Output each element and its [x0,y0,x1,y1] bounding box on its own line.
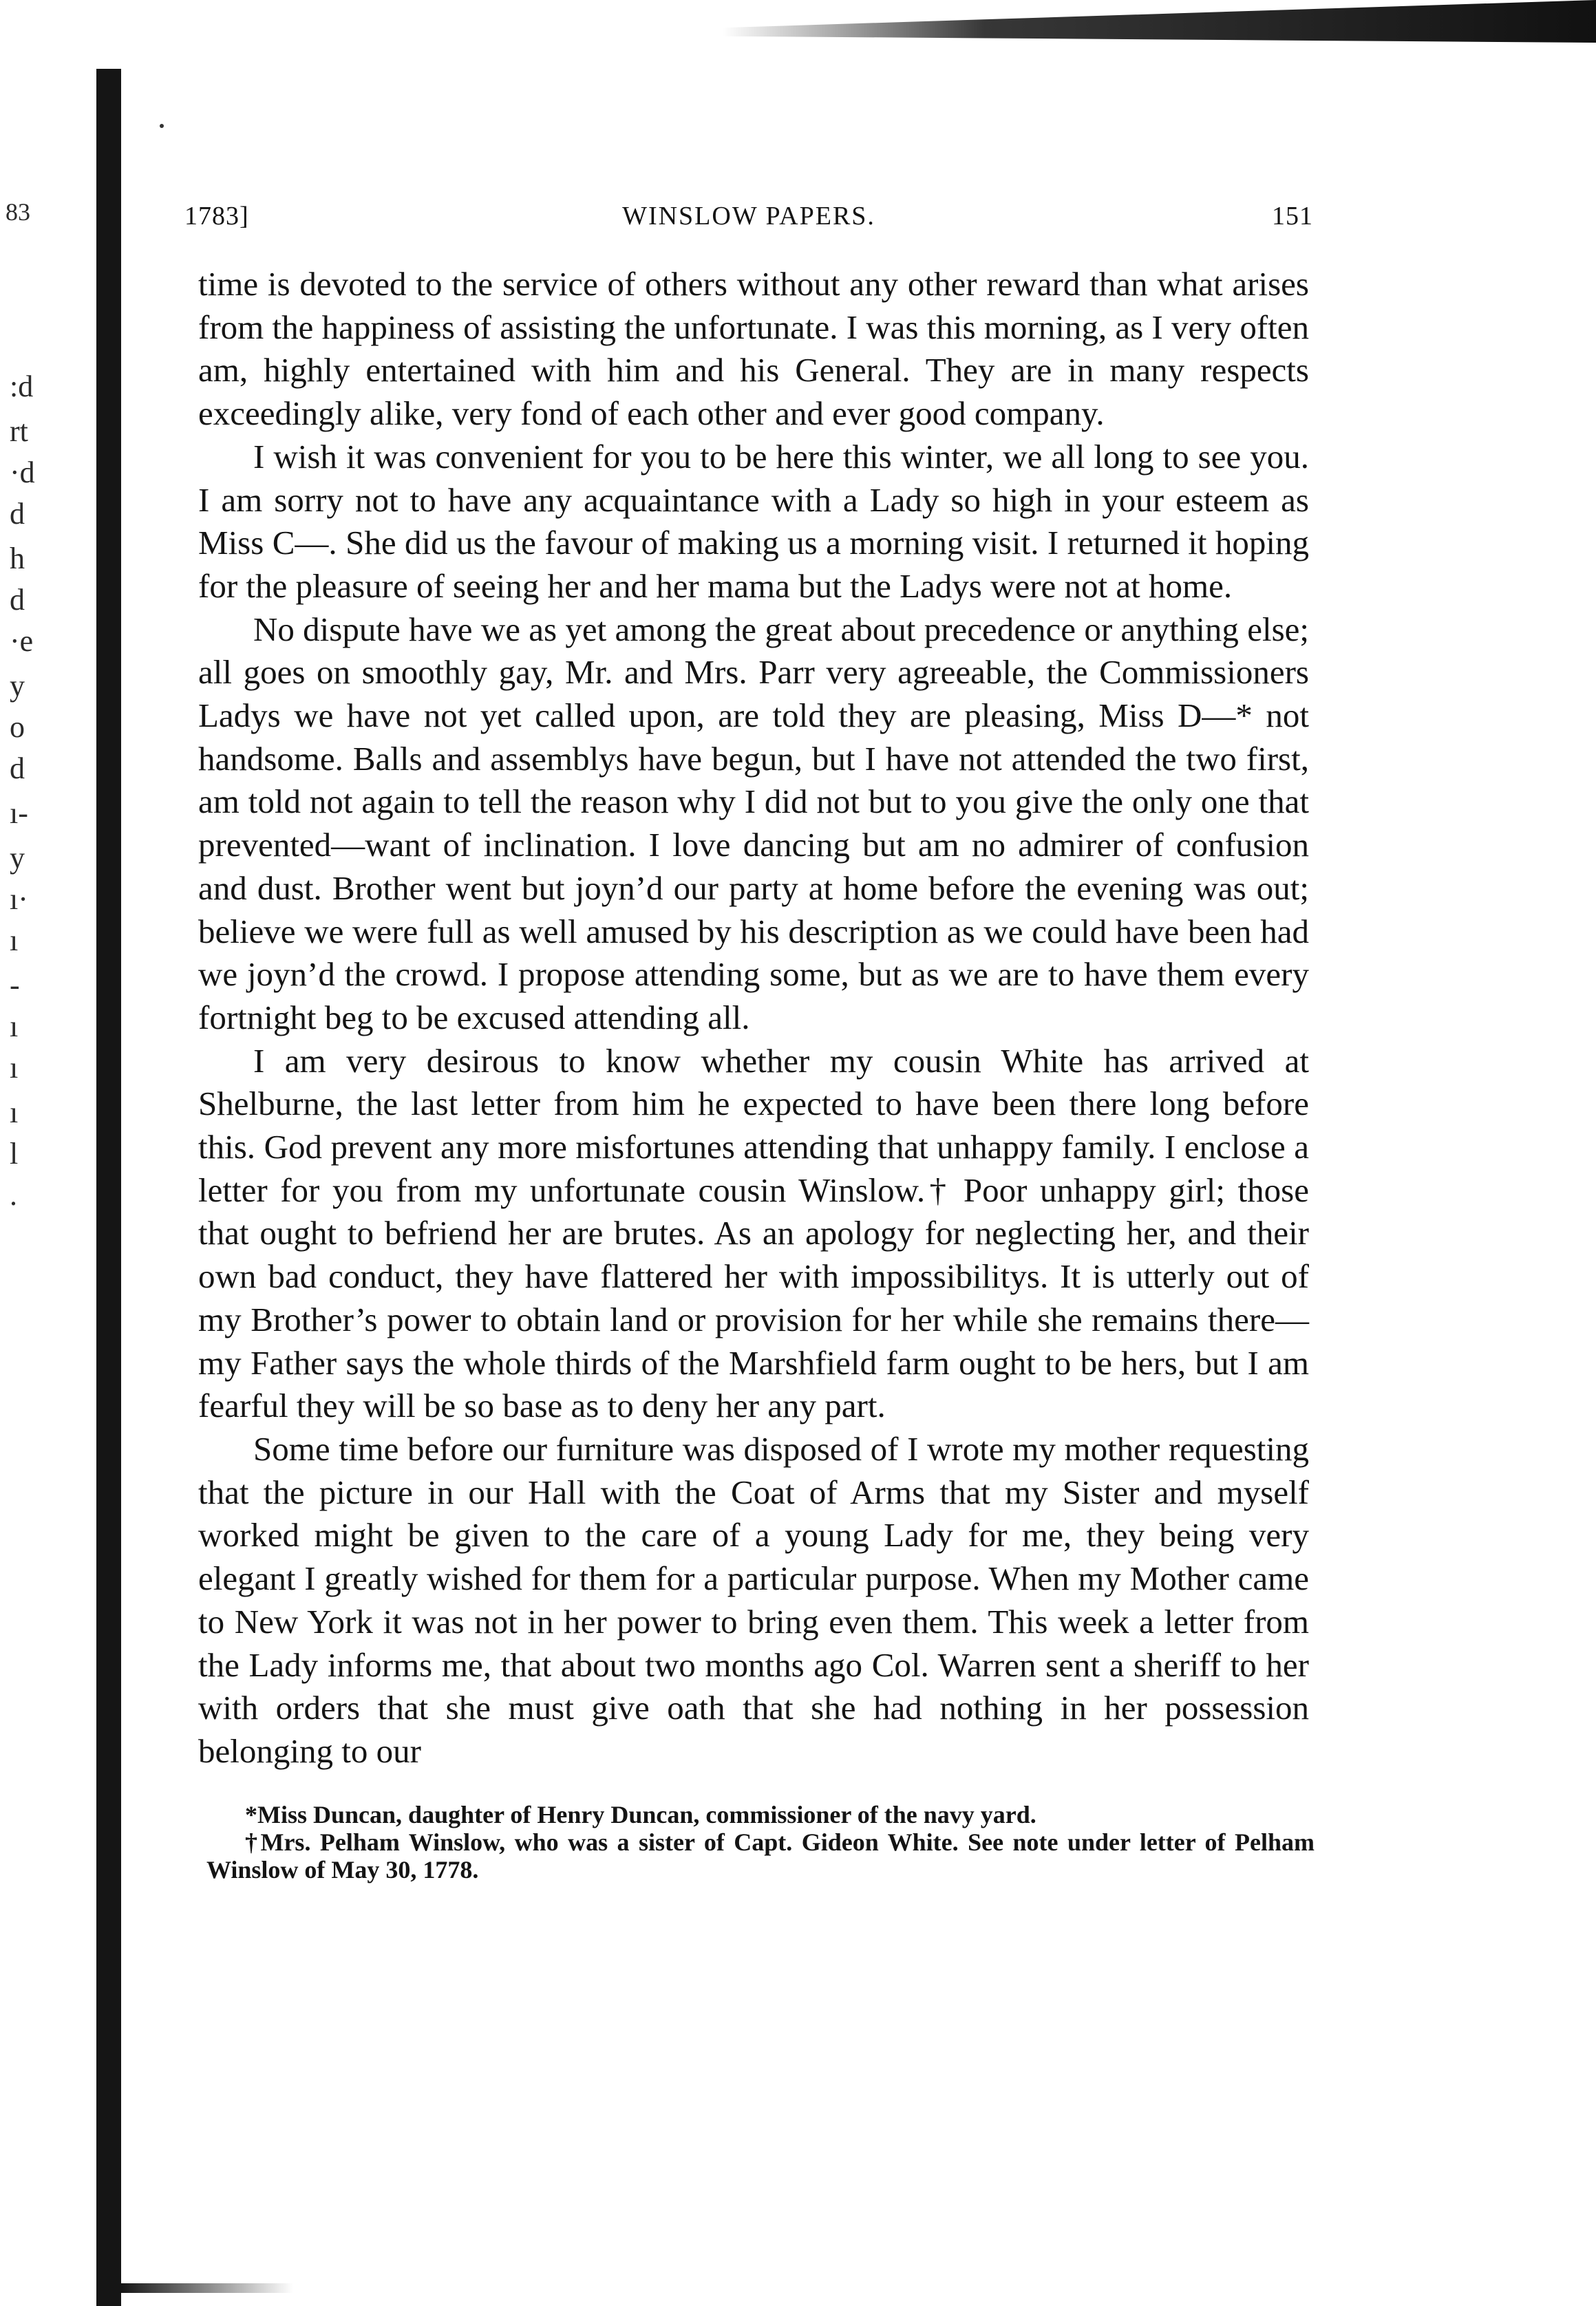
bleed-mark: - [10,968,20,1002]
bleed-mark: ı [10,1051,19,1085]
footnote: *Miss Duncan, daughter of Henry Duncan, commissioner of the navy yard. [245,1801,1036,1828]
bleed-mark: ı [10,1010,19,1043]
bleed-mark: ·d [10,456,35,489]
page-number: 151 [1272,202,1313,231]
header-year: 1783] [184,202,249,231]
paragraph: I am very desirous to know whether my cousin White has arrived at Shelburne, the last letter from him he expected to have been there long before this. God prevent any more misfortunes attending that unhappy family. I enclose a letter for you from my unfortunate cousin Winslow.† Poor unhappy girl; those that ought to befriend her are brutes. As an apology for neglecting her, and their own bad conduct, they have flattered her with impossibilitys. It is utterly out of my Brother’s power to obtain land or provision for her while she remains there—my Father says the whole thirds of the Marshfield farm ought to be hers, but I am fearful they will be so base as to deny her any part. [198,1041,1309,1425]
bleed-mark: d [10,497,25,531]
bleed-mark: ı [10,1096,19,1129]
paragraph: Some time before our furniture was disposed of I wrote my mother requesting that the picture in our Hall with the Coat of Arms that my Sister and myself worked might be given to the care of a young Lady for me, they being very elegant I greatly wished for them for a particular purpose. When my Mother came to New York it was not in her power to bring even them. This week a letter from the Lady informs me, that about two months ago Col. Warren sent a sheriff to her with orders that she must give oath that she had nothing in her possession belonging to our [198,1429,1309,1770]
footnotes [206,1801,1315,1883]
bleed-mark: l [10,1137,19,1171]
binding-gutter-foot [121,2283,293,2293]
bleed-mark: rt [10,414,28,448]
paragraph: I wish it was convenient for you to be here this winter, we all long to see you. I am sorry not to have any acquaintance with a Lady so high in your esteem as Miss C—. She did us the favour of making us a morning visit. I returned it hoping for the pleasure of seeing her and her mama but the Ladys were not at home. [198,437,1309,605]
bleed-mark: ·e [10,624,34,658]
bleed-mark: ı· [10,882,28,916]
scan-speck [160,124,164,128]
bleed-mark: y [10,669,25,703]
running-header [184,201,1313,242]
binding-gutter [96,69,121,2306]
scan-edge-bar [723,0,1596,43]
footnote: †Mrs. Pelham Winslow, who was a sister of Capt. Gideon White. See note under letter of Pelham Winslow of May 30, 1778. [206,1828,1315,1883]
bleed-mark: . [10,1178,17,1212]
bleed-mark: d [10,583,25,617]
bleed-mark: d [10,751,25,785]
paragraph: time is devoted to the service of others without any other reward than what arises from the happiness of assisting the unfortunate. I was this morning, as I very often am, highly entertained with him and his General. They are in many respects exceedingly alike, very fond of each other and ever good company. [198,265,1309,433]
bleed-mark: h [10,542,25,575]
paragraph: No dispute have we as yet among the great about precedence or anything else; all goes on smoothly gay, Mr. and Mrs. Parr very agreeable, the Commissioners Ladys we have not yet called upon, are told they are pleasing, Miss D—* not handsome. Balls and assemblys have begun, but I have not attended the two first, am told not again to tell the reason why I did not but to you give the only one that prevented—want of inclination. I love dancing but am no admirer of confusion and dust. Brother went but joyn’d our party at home before the evening was out; believe we were full as well amused by his description as we could have been had we joyn’d the crowd. I propose attending some, but as we are to have them every fortnight beg to be excused attending all. [198,610,1309,1036]
header-title: WINSLOW PAPERS. [622,202,875,231]
letter-body [198,263,1309,1773]
bleed-mark: y [10,841,25,875]
bleed-mark: :d [10,370,34,403]
bleed-mark: ı- [10,796,28,830]
bleed-mark: o [10,710,25,744]
facing-page-number: 83 [6,198,30,226]
facing-page-bleed [0,0,83,1376]
bleed-mark: ı [10,924,19,957]
